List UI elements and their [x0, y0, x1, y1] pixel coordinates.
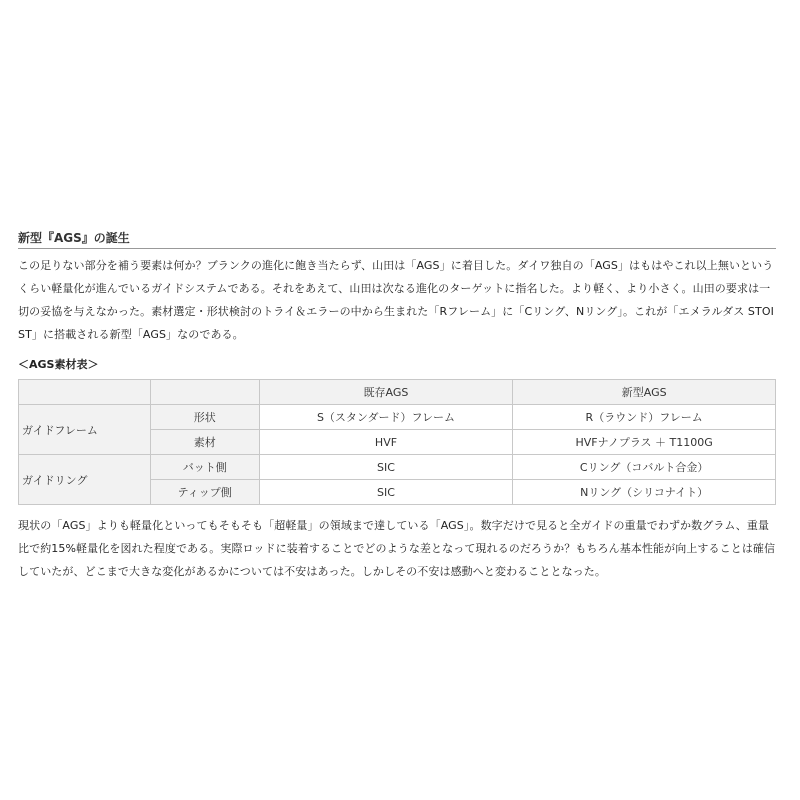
table-row — [19, 405, 776, 430]
article-content — [18, 228, 776, 583]
group-label-guide-frame: ガイドフレーム — [19, 405, 151, 455]
header-blank-cell — [19, 380, 151, 405]
existing-value: HVF — [259, 430, 513, 455]
group-label-guide-ring: ガイドリング — [19, 455, 151, 505]
row-label: バット側 — [150, 455, 259, 480]
row-label: 素材 — [150, 430, 259, 455]
new-value: Nリング（シリコナイト） — [513, 480, 776, 505]
row-label: ティップ側 — [150, 480, 259, 505]
table-caption: ＜AGS素材表＞ — [18, 358, 99, 371]
existing-value: SIC — [259, 455, 513, 480]
outro-paragraph: 現状の「AGS」よりも軽量化といってもそもそも「超軽量」の領域まで達している「AGS」。数字だけで見ると全ガイドの重量でわずか数グラム、重量比で約15%軽量化を図れた程度である。実際ロッドに装着することでどのような差となって現れるのだろうか？もちろん基本性能が向上することは確信していたが、どこまで大きな変化があるかについては不安はあった。しかしその不安は感動へと変わることとなった。 — [18, 519, 776, 578]
new-value: R（ラウンド）フレーム — [513, 405, 776, 430]
row-label: 形状 — [150, 405, 259, 430]
existing-value: SIC — [259, 480, 513, 505]
table-header-row — [19, 380, 776, 405]
section-title: 新型『AGS』の誕生 — [18, 228, 776, 249]
header-new-ags: 新型AGS — [513, 380, 776, 405]
existing-value: S（スタンダード）フレーム — [259, 405, 513, 430]
intro-paragraph: この足りない部分を補う要素は何か？ブランクの進化に飽き当たらず、山田は「AGS」に着目した。ダイワ独自の「AGS」はもはやこれ以上無いというくらい軽量化が進んでいるガイドシステムである。それをあえて、山田は次なる進化のターゲットに指名した。より軽く、より小さく。山田の要求は一切の妥協を与えなかった。素材選定・形状検討のトライ＆エラーの中から生まれた「Rフレーム」に「Cリング、Nリング」。これが「エメラルダス STOIST」に搭載される新型「AGS」なのである。 — [18, 259, 774, 341]
header-blank-cell — [150, 380, 259, 405]
new-value: Cリング（コバルト合金） — [513, 455, 776, 480]
table-row — [19, 455, 776, 480]
new-value: HVFナノプラス ＋ T1100G — [513, 430, 776, 455]
ags-material-table — [18, 379, 776, 505]
header-existing-ags: 既存AGS — [259, 380, 513, 405]
